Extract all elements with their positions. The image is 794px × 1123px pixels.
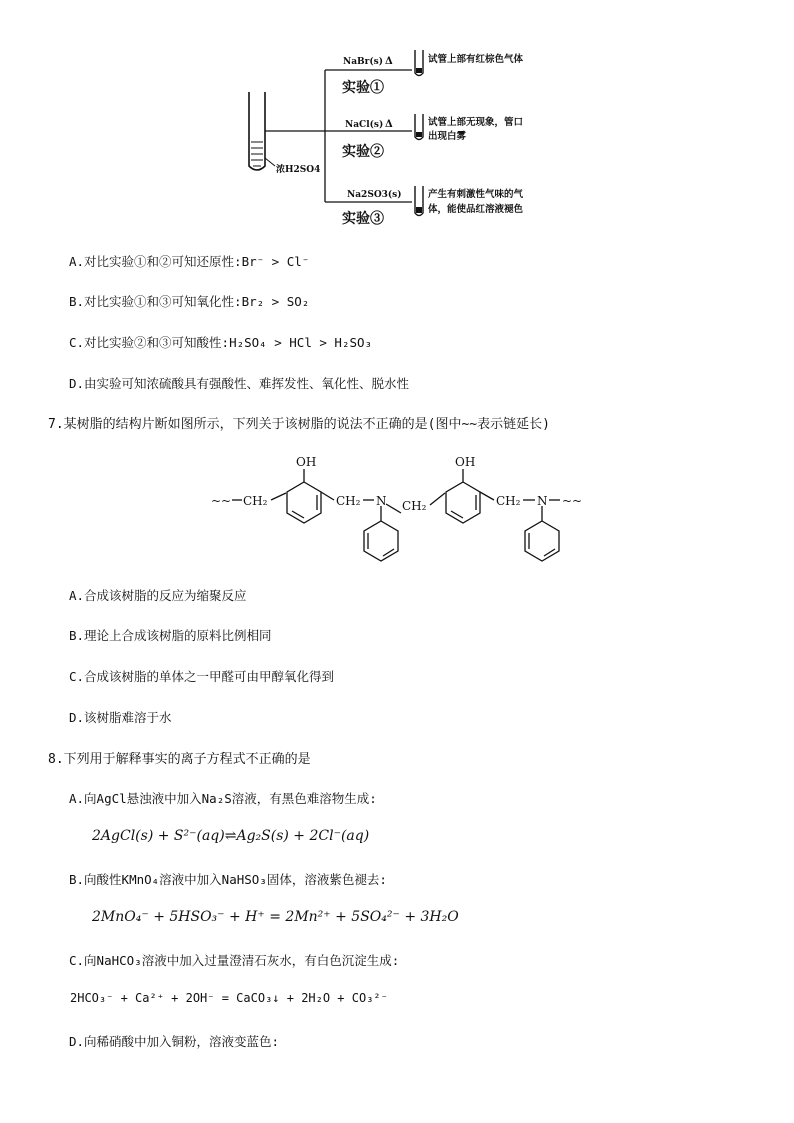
resin-ch2-2: CH₂ xyxy=(336,494,361,508)
heat-symbol-1: Δ xyxy=(385,56,393,67)
resin-chain-left: ~~ xyxy=(211,494,232,508)
resin-oh-1: OH xyxy=(296,455,317,469)
q6-option-a: A.对比实验①和②可知还原性:Br⁻ > Cl⁻ xyxy=(69,254,310,269)
q8-stem: 8.下列用于解释事实的离子方程式不正确的是 xyxy=(48,752,311,767)
exp3-label: 实验③ xyxy=(342,211,384,227)
tube-1 xyxy=(415,50,423,76)
q6-option-b: B.对比实验①和③可知氧化性:Br₂ > SO₂ xyxy=(69,294,310,309)
obs3-line1: 产生有刺激性气味的气 xyxy=(428,189,524,200)
tube-3 xyxy=(415,186,423,216)
reagent-nacl: NaCl(s) xyxy=(345,120,384,130)
resin-ch2-3: CH₂ xyxy=(402,499,427,513)
q7-option-b: B.理论上合成该树脂的原料比例相同 xyxy=(69,628,272,643)
resin-chain-right: ~~ xyxy=(562,494,583,508)
resin-n-2: N xyxy=(537,494,548,508)
resin-ch2-1: CH₂ xyxy=(243,494,268,508)
exp1-label: 实验① xyxy=(342,80,384,96)
experiment-diagram xyxy=(0,0,794,240)
q8-option-a: A.向AgCl悬浊液中加入Na₂S溶液，有黑色难溶物生成: xyxy=(69,791,377,806)
q8-equation-c: 2HCO₃⁻ + Ca²⁺ + 2OH⁻ = CaCO₃↓ + 2H₂O + CO₃²⁻ xyxy=(70,991,388,1005)
q8-option-b: B.向酸性KMnO₄溶液中加入NaHSO₃固体，溶液紫色褪去: xyxy=(69,872,387,887)
q7-option-d: D.该树脂难溶于水 xyxy=(69,710,172,725)
resin-ch2-4: CH₂ xyxy=(496,494,521,508)
obs2-line2: 出现白雾 xyxy=(428,131,467,142)
q8-equation-a: 2AgCl(s) + S²⁻(aq)⇌Ag₂S(s) + 2Cl⁻(aq) xyxy=(92,828,370,844)
resin-structure xyxy=(0,445,794,575)
obs3-line2: 体，能使品红溶液褪色 xyxy=(428,204,524,215)
q6-option-d: D.由实验可知浓硫酸具有强酸性、难挥发性、氧化性、脱水性 xyxy=(69,376,410,391)
obs2-line1: 试管上部无现象，管口 xyxy=(428,117,524,128)
q7-stem: 7.某树脂的结构片断如图所示，下列关于该树脂的说法不正确的是(图中~~表示链延长) xyxy=(48,417,550,432)
q8-option-c: C.向NaHCO₃溶液中加入过量澄清石灰水，有白色沉淀生成: xyxy=(69,953,400,968)
reagent-na2so3: Na2SO3(s) xyxy=(347,190,402,200)
q6-option-c: C.对比实验②和③可知酸性:H₂SO₄ > HCl > H₂SO₃ xyxy=(69,335,373,350)
obs1: 试管上部有红棕色气体 xyxy=(428,54,524,65)
q7-option-c: C.合成该树脂的单体之一甲醛可由甲醇氧化得到 xyxy=(69,669,335,684)
reagent-nabr: NaBr(s) xyxy=(343,57,383,67)
tube-2 xyxy=(415,114,423,140)
heat-symbol-2: Δ xyxy=(385,119,393,130)
q7-option-a: A.合成该树脂的反应为缩聚反应 xyxy=(69,588,247,603)
acid-label: 浓H2SO4 xyxy=(276,165,321,175)
q8-equation-b: 2MnO₄⁻ + 5HSO₃⁻ + H⁺ = 2Mn²⁺ + 5SO₄²⁻ + 3H₂O xyxy=(92,909,459,925)
exp2-label: 实验② xyxy=(342,144,384,160)
q8-option-d: D.向稀硝酸中加入铜粉，溶液变蓝色: xyxy=(69,1034,280,1049)
resin-oh-2: OH xyxy=(455,455,476,469)
resin-n-1: N xyxy=(376,494,387,508)
